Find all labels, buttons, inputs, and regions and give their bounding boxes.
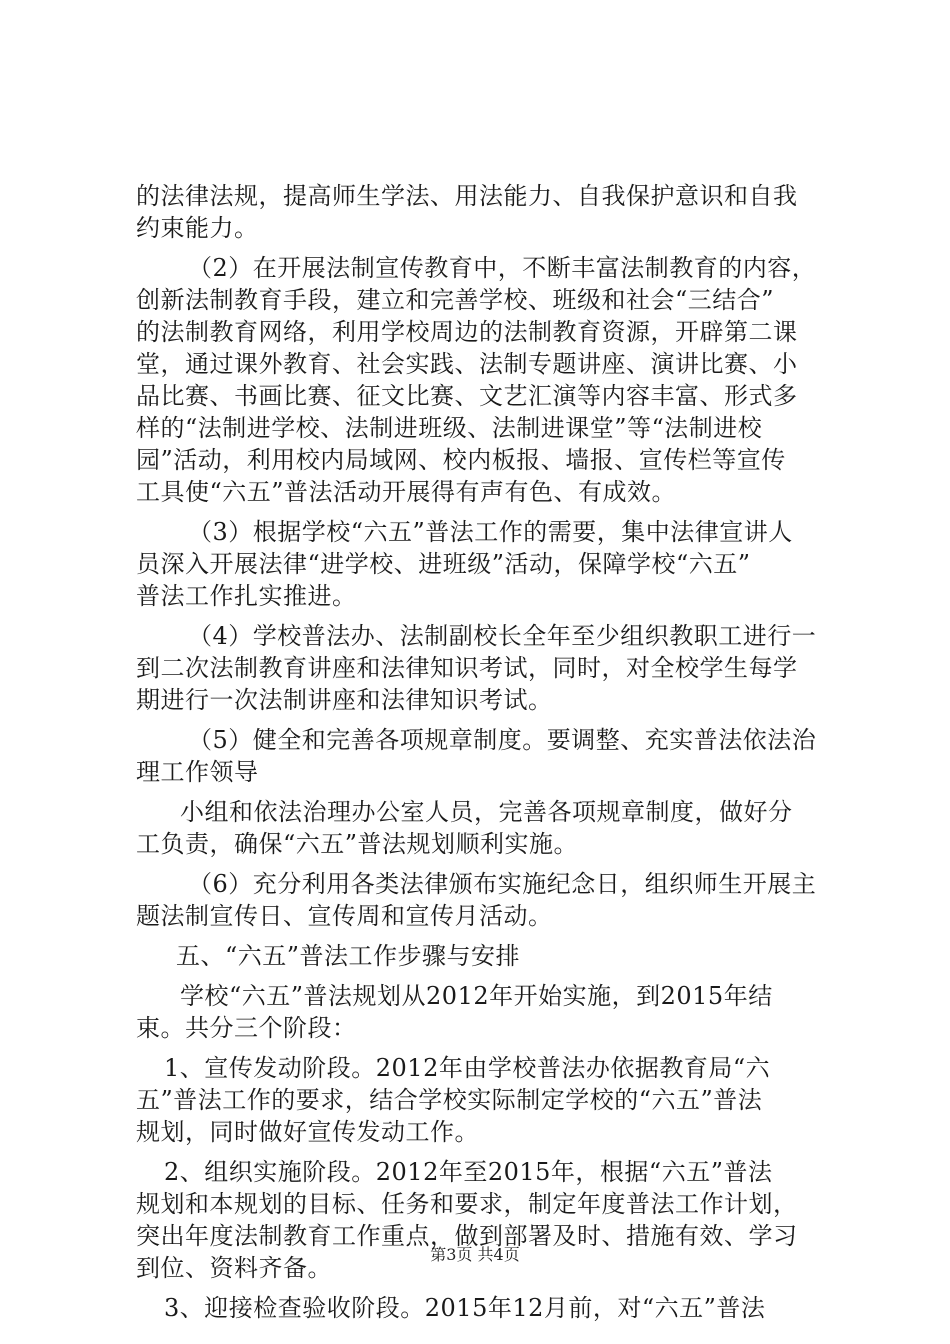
text-line: 期进行一次法制讲座和法律知识考试。 [136, 686, 553, 714]
text-line: 规划，同时做好宣传发动工作。 [136, 1118, 479, 1146]
text-line: （6）充分利用各类法律颁布实施纪念日，组织师生开展主 [188, 870, 817, 898]
text-line: 3、迎接检查验收阶段。2015年12月前，对“六五”普法 [164, 1294, 766, 1322]
text-line: 五、“六五”普法工作步骤与安排 [176, 942, 521, 970]
text-line: 工负责，确保“六五”普法规划顺利实施。 [136, 830, 579, 858]
text-line: 题法制宣传日、宣传周和宣传月活动。 [136, 902, 553, 930]
page-footer: 第3页 共4页 [430, 1245, 520, 1264]
text-line: 理工作领导 [136, 758, 259, 786]
text-line: 规划和本规划的目标、任务和要求，制定年度普法工作计划， [136, 1190, 798, 1218]
text-line: 员深入开展法律“进学校、进班级”活动，保障学校“六五” [136, 550, 751, 578]
text-line: 普法工作扎实推进。 [136, 582, 357, 610]
text-line: （5）健全和完善各项规章制度。要调整、充实普法依法治 [188, 726, 817, 754]
text-line: 的法律法规，提高师生学法、用法能力、自我保护意识和自我 [136, 182, 798, 210]
text-line: 创新法制教育手段，建立和完善学校、班级和社会“三结合” [136, 286, 775, 314]
text-line: 约束能力。 [136, 214, 259, 242]
text-line: （4）学校普法办、法制副校长全年至少组织教职工进行一 [188, 622, 817, 650]
text-line: 到二次法制教育讲座和法律知识考试，同时，对全校学生每学 [136, 654, 798, 682]
text-line: 品比赛、书画比赛、征文比赛、文艺汇演等内容丰富、形式多 [136, 382, 798, 410]
text-line: 堂，通过课外教育、社会实践、法制专题讲座、演讲比赛、小 [136, 350, 798, 378]
text-line: 突出年度法制教育工作重点，做到部署及时、措施有效、学习 [136, 1222, 798, 1250]
text-line: 五”普法工作的要求，结合学校实际制定学校的“六五”普法 [136, 1086, 763, 1114]
text-line: 到位、资料齐备。 [136, 1254, 332, 1282]
text-line: 1、宣传发动阶段。2012年由学校普法办依据教育局“六 [164, 1054, 771, 1082]
text-line: 学校“六五”普法规划从2012年开始实施，到2015年结 [180, 982, 773, 1010]
text-line: 工具使“六五”普法活动开展得有声有色、有成效。 [136, 478, 677, 506]
text-line: （3）根据学校“六五”普法工作的需要，集中法律宣讲人 [188, 518, 793, 546]
text-line: 的法制教育网络，利用学校周边的法制教育资源，开辟第二课 [136, 318, 798, 346]
text-line: 样的“法制进学校、法制进班级、法制进课堂”等“法制进校 [136, 414, 763, 442]
text-line: 2、组织实施阶段。2012年至2015年，根据“六五”普法 [164, 1158, 773, 1186]
text-line: （2）在开展法制宣传教育中，不断丰富法制教育的内容， [188, 254, 817, 282]
text-line: 园”活动，利用校内局域网、校内板报、墙报、宣传栏等宣传 [136, 446, 786, 474]
text-line: 束。共分三个阶段： [136, 1014, 357, 1042]
text-line: 小组和依法治理办公室人员，完善各项规章制度，做好分 [180, 798, 793, 826]
